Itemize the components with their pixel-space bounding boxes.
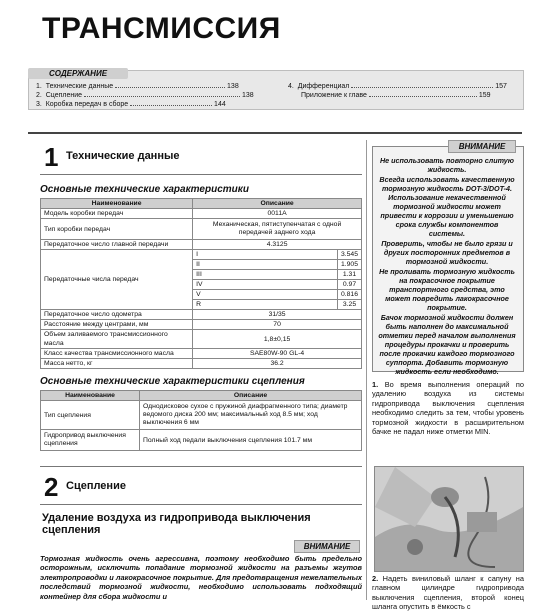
- table-cell: Класс качества трансмиссионного масла: [41, 349, 193, 359]
- column-header: Описание: [140, 391, 362, 401]
- toc-item-page: 157: [495, 83, 507, 90]
- warning-paragraph: Не проливать тормозную жидкость на покрасочное покрытие транспортного средства, это может повредить лакокрасочное покрытие.: [379, 267, 515, 312]
- table-cell: Передаточное число одометра: [41, 310, 193, 320]
- toc-item-page: 144: [214, 101, 226, 108]
- column-header: Наименование: [41, 391, 140, 401]
- toc-item[interactable]: [288, 83, 507, 90]
- clutch-table: [40, 390, 362, 451]
- table-cell: Однодисковое сухое с пружиной диафрагменного типа; диаметр ведомого диска 200 мм; максимальный ход 8.5 мм; ход выключения 6 мм: [140, 401, 362, 430]
- gear-cell: IV: [193, 280, 338, 290]
- ratio-cell: 0.816: [337, 290, 361, 300]
- section-title: Сцепление: [66, 480, 126, 492]
- section-rule: [40, 466, 362, 467]
- ratio-cell: 1.31: [337, 270, 361, 280]
- gear-cell: V: [193, 290, 338, 300]
- table-row: [41, 359, 362, 369]
- table-cell: Механическая, пятиступенчатая с одной передачей заднего хода: [193, 219, 362, 240]
- toc-item-number: 1.: [36, 83, 42, 90]
- table-row: [41, 349, 362, 359]
- section-rule: [40, 504, 362, 505]
- table-cell: Объем заливаемого трансмиссионного масла: [41, 330, 193, 349]
- toc-item-label: Приложение к главе: [301, 92, 367, 99]
- step-2: [372, 574, 524, 612]
- table-row: [41, 219, 362, 240]
- toc-item-page: 138: [241, 92, 254, 99]
- gear-cell: R: [193, 300, 338, 310]
- toc-item[interactable]: [301, 92, 491, 99]
- table-row: [41, 430, 362, 451]
- table-cell: 31/35: [193, 310, 362, 320]
- table-header-row: [41, 391, 362, 401]
- warning-paragraph: Проверить, чтобы не было грязи и других посторонних предметов в тормозной жидкости.: [381, 239, 513, 266]
- table-cell: SAE80W-90 GL-4: [193, 349, 362, 359]
- toc-item-label: Дифференциал: [297, 83, 350, 90]
- table-cell: Модель коробки передач: [41, 209, 193, 219]
- table-cell: Передаточные числа передач: [41, 250, 193, 310]
- illustration-photo: [374, 466, 524, 572]
- section-number: 1: [44, 142, 59, 172]
- gear-cell: I: [193, 250, 338, 260]
- specs-table: [40, 198, 362, 369]
- gear-cell: II: [193, 260, 338, 270]
- table-cell: 36.2: [193, 359, 362, 369]
- table-cell: Расстояние между центрами, мм: [41, 320, 193, 330]
- warning-content: [378, 156, 516, 376]
- step-text: Во время выполнения операций по удалению воздуха из системы гидропривода выключения сцепления необходимо следить за тем, чтобы уровень тормозной жидкости в расширительном бачке не падал ниже отметки MIN.: [372, 380, 524, 437]
- ratio-cell: 1.905: [337, 260, 361, 270]
- engine-bay-illustration: [375, 467, 523, 571]
- toc-item-label: Коробка передач в сборе: [45, 101, 129, 108]
- table-row: [41, 240, 362, 250]
- table-row: [41, 330, 362, 349]
- toc-item-label: Сцепление: [45, 92, 83, 99]
- step-number: 1.: [372, 380, 379, 389]
- ratio-cell: 3.545: [337, 250, 361, 260]
- step-text: Надеть виниловый шланг к сапуну на главном цилиндре гидропривода выключения сцепления, второй конец шланга опустить в ёмкость с: [372, 574, 524, 612]
- table-row: [41, 310, 362, 320]
- table-cell: Полный ход педали выключения сцепления 101.7 мм: [140, 430, 362, 451]
- table-cell: Тип коробки передач: [41, 219, 193, 240]
- step-1: [372, 380, 524, 464]
- specs-title: Основные технические характеристики: [40, 184, 249, 195]
- warning-paragraph: Не использовать повторно слитую жидкость.: [379, 156, 515, 174]
- ratio-cell: 0.97: [337, 280, 361, 290]
- warning-paragraph: Тормозная жидкость очень агрессивна, поэтому необходимо быть предельно осторожным, исключить попадание тормозной жидкости на разъемы жгутов электропроводки и лакокрасочное покрытие. Для предотвращения нежелательных последствий тормозной жидкости, необходимо использовать подходящий контейнер для сбора жидкости и: [40, 554, 362, 601]
- table-row: [41, 401, 362, 430]
- table-cell: 1,8±0,15: [193, 330, 362, 349]
- warning-tag: ВНИМАНИЕ: [294, 540, 360, 553]
- table-cell: Передаточное число главной передачи: [41, 240, 193, 250]
- section-rule: [40, 174, 362, 175]
- toc-item-page: 159: [478, 92, 491, 99]
- table-cell: 70: [193, 320, 362, 330]
- toc-header: СОДЕРЖАНИЕ: [28, 68, 128, 79]
- toc-item-number: 3.: [36, 101, 42, 108]
- toc-item-page: 138: [227, 83, 239, 90]
- table-header-row: [41, 199, 362, 209]
- toc-item-label: Технические данные: [45, 83, 114, 90]
- subsection-title: Удаление воздуха из гидропривода выключения сцепления: [42, 512, 311, 536]
- toc-item-number: 4.: [288, 83, 294, 90]
- column-header: Наименование: [41, 199, 193, 209]
- table-cell: Гидропривод выключения сцепления: [41, 430, 140, 451]
- table-row: [41, 320, 362, 330]
- section-title: Технические данные: [66, 150, 180, 162]
- table-cell: Масса нетто, кг: [41, 359, 193, 369]
- divider: [28, 132, 522, 134]
- ratio-cell: 3.25: [337, 300, 361, 310]
- column-header: Описание: [193, 199, 362, 209]
- step-number: 2.: [372, 574, 379, 583]
- toc-item[interactable]: [36, 101, 226, 108]
- toc-item[interactable]: [36, 92, 254, 99]
- toc-item[interactable]: [36, 83, 239, 90]
- warning-tag: ВНИМАНИЕ: [448, 140, 516, 153]
- table-cell: 4.3125: [193, 240, 362, 250]
- table-cell: Тип сцепления: [41, 401, 140, 430]
- table-row: [41, 209, 362, 219]
- table-row: [41, 250, 362, 260]
- section-number: 2: [44, 472, 59, 502]
- page-title: ТРАНСМИССИЯ: [42, 12, 281, 45]
- clutch-specs-title: Основные технические характеристики сцепления: [40, 376, 305, 387]
- toc-item-number: 2.: [36, 92, 42, 99]
- column-divider: [366, 140, 367, 600]
- warning-paragraph: Всегда использовать качественную тормозную жидкость DOT-3/DOT-4. Использование некачественной тормозной жидкости может привести к коррозии и уменьшению срока службы компонентов системы.: [379, 175, 515, 238]
- warning-paragraph: Бачок тормозной жидкости должен быть наполнен до максимальной отметки перед началом выполнения процедуры прокачки и проверить после прокачки каждого тормозного суппорта. Добавить тормозную жидкость если необходимо.: [378, 313, 516, 376]
- gear-cell: III: [193, 270, 338, 280]
- table-cell: 0011A: [193, 209, 362, 219]
